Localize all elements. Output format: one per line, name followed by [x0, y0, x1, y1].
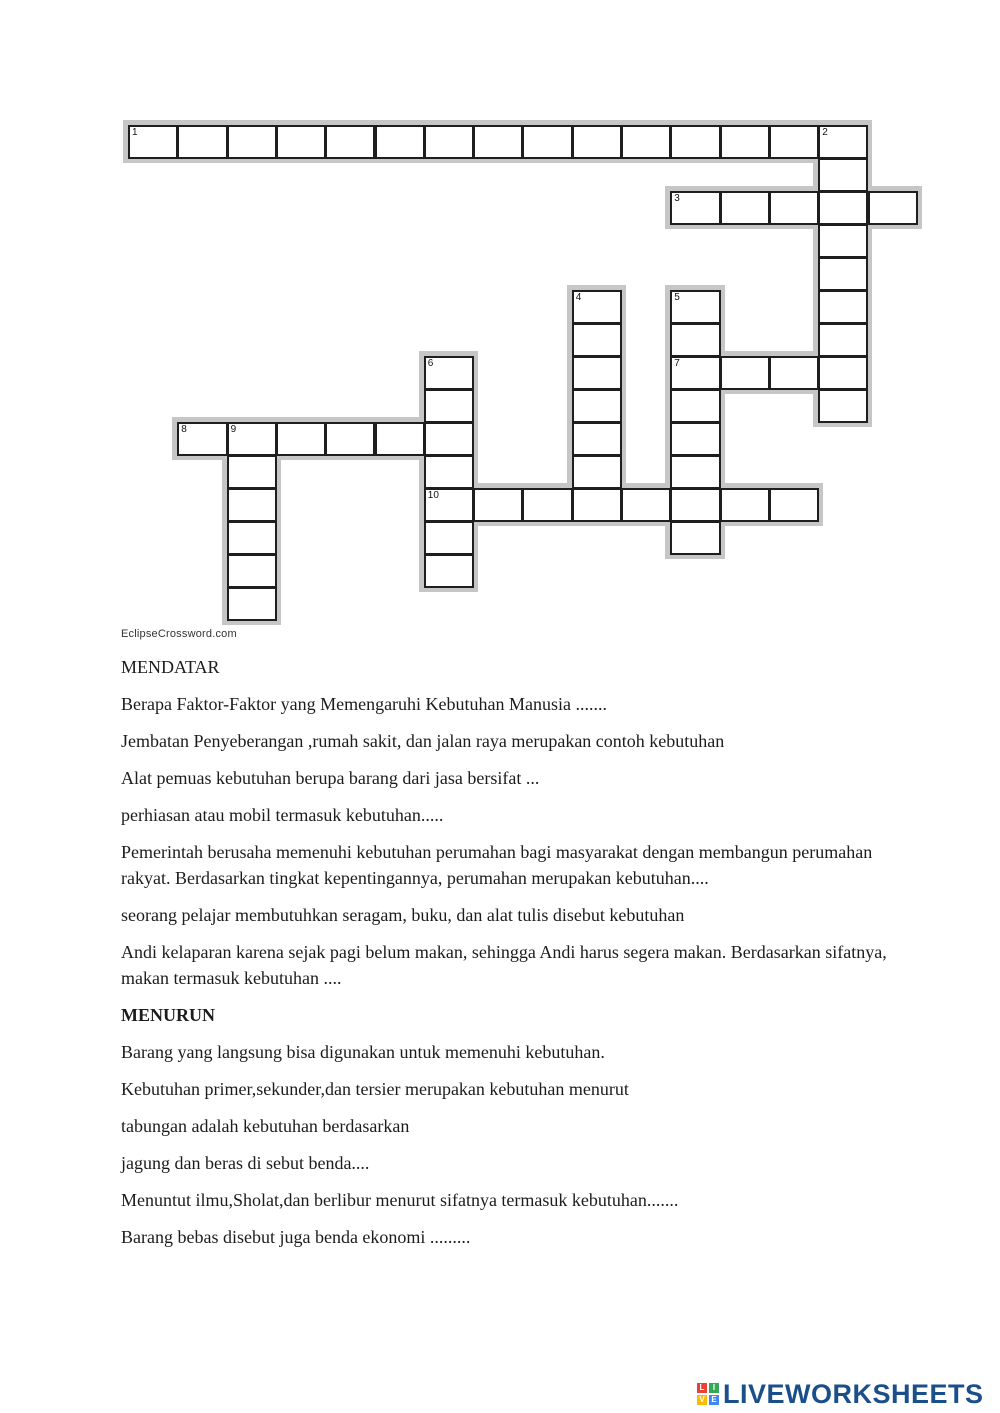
crossword-cell[interactable] — [572, 356, 622, 390]
crossword-cell-input[interactable] — [524, 127, 570, 157]
crossword-cell-input[interactable] — [229, 424, 275, 454]
crossword-cell-input[interactable] — [574, 457, 620, 487]
crossword-cell-input[interactable] — [672, 325, 718, 355]
crossword-cell-input[interactable] — [426, 424, 472, 454]
crossword-cell[interactable] — [621, 488, 671, 522]
crossword-cell-input[interactable] — [820, 127, 866, 157]
crossword-cell[interactable] — [522, 125, 572, 159]
crossword-cell-input[interactable] — [229, 589, 275, 619]
crossword-cell-input[interactable] — [574, 127, 620, 157]
crossword-cell-input[interactable] — [672, 523, 718, 553]
crossword-cell-input[interactable] — [426, 457, 472, 487]
crossword-cell[interactable] — [818, 290, 868, 324]
crossword-cell-input[interactable] — [722, 358, 768, 388]
crossword-cell-input[interactable] — [820, 391, 866, 421]
crossword-cell[interactable] — [670, 290, 720, 324]
down-clue-2: Kebutuhan primer,sekunder,dan tersier merupakan kebutuhan menurut — [121, 1079, 629, 1099]
crossword-cell-input[interactable] — [820, 292, 866, 322]
clue-number: 10 — [427, 490, 439, 501]
crossword-cell[interactable] — [868, 191, 918, 225]
across-clue-6: seorang pelajar membutuhkan seragam, buku, dan alat tulis disebut kebutuhan — [121, 905, 685, 925]
crossword-cell-input[interactable] — [426, 391, 472, 421]
clue-number: 8 — [181, 424, 187, 435]
crossword-cell-input[interactable] — [574, 292, 620, 322]
crossword-cell[interactable] — [621, 125, 671, 159]
crossword-cell-input[interactable] — [820, 358, 866, 388]
crossword-cell[interactable] — [670, 191, 720, 225]
crossword-cell-input[interactable] — [475, 127, 521, 157]
crossword-cell-input[interactable] — [377, 127, 423, 157]
crossword-cell[interactable] — [227, 488, 277, 522]
crossword-cell-input[interactable] — [475, 490, 521, 520]
crossword-cell[interactable] — [670, 323, 720, 357]
across-clue-5: Pemerintah berusaha memenuhi kebutuhan perumahan bagi masyarakat dengan membangun perumahan rakyat. Berdasarkan tingkat kepentingannya, perumahan merupakan kebutuhan.... — [121, 842, 873, 888]
crossword-cell-input[interactable] — [672, 127, 718, 157]
crossword-cell[interactable] — [769, 356, 819, 390]
crossword-cell[interactable] — [227, 587, 277, 621]
crossword-cell-input[interactable] — [672, 490, 718, 520]
crossword-cell[interactable] — [424, 488, 474, 522]
crossword-cell-input[interactable] — [426, 127, 472, 157]
crossword-cell[interactable] — [177, 125, 227, 159]
crossword-cell[interactable] — [572, 422, 622, 456]
crossword-cell[interactable] — [572, 125, 622, 159]
crossword-cell[interactable] — [818, 257, 868, 291]
crossword-cell[interactable] — [424, 389, 474, 423]
crossword-cell-input[interactable] — [771, 127, 817, 157]
crossword-cell[interactable] — [473, 125, 523, 159]
crossword-cell[interactable] — [670, 521, 720, 555]
crossword-cell-input[interactable] — [426, 358, 472, 388]
clue-number: 2 — [822, 127, 828, 138]
crossword-cell-input[interactable] — [130, 127, 176, 157]
crossword-cell-input[interactable] — [574, 358, 620, 388]
crossword-cell-input[interactable] — [574, 490, 620, 520]
crossword-cell-input[interactable] — [820, 259, 866, 289]
clue-number: 5 — [674, 292, 680, 303]
crossword-cell-input[interactable] — [229, 523, 275, 553]
crossword-cell-input[interactable] — [672, 424, 718, 454]
crossword-cell-input[interactable] — [623, 490, 669, 520]
crossword-cell[interactable] — [325, 422, 375, 456]
across-clue-2: Jembatan Penyeberangan ,rumah sakit, dan jalan raya merupakan contoh kebutuhan — [121, 731, 725, 751]
crossword-cell-input[interactable] — [426, 523, 472, 553]
crossword-cell-input[interactable] — [278, 127, 324, 157]
crossword-cell-input[interactable] — [820, 226, 866, 256]
crossword-cell-input[interactable] — [820, 160, 866, 190]
crossword-cell-input[interactable] — [672, 193, 718, 223]
crossword-cell[interactable] — [769, 191, 819, 225]
crossword-cell[interactable] — [227, 521, 277, 555]
crossword-cell[interactable] — [375, 422, 425, 456]
clue-number: 1 — [132, 127, 138, 138]
crossword-cell[interactable] — [325, 125, 375, 159]
across-clue-3: Alat pemuas kebutuhan berupa barang dari jasa bersifat ... — [121, 768, 540, 788]
crossword-cell-input[interactable] — [870, 193, 916, 223]
crossword-cell[interactable] — [818, 389, 868, 423]
crossword-cell[interactable] — [227, 422, 277, 456]
crossword-cell-input[interactable] — [179, 127, 225, 157]
crossword-cell[interactable] — [424, 521, 474, 555]
crossword-cell[interactable] — [769, 488, 819, 522]
down-clue-1: Barang yang langsung bisa digunakan untuk memenuhi kebutuhan. — [121, 1042, 605, 1062]
crossword-cell-input[interactable] — [722, 127, 768, 157]
crossword-cell[interactable] — [818, 224, 868, 258]
clue-number: 6 — [427, 358, 434, 369]
crossword-cell[interactable] — [227, 125, 277, 159]
crossword-cell-input[interactable] — [672, 292, 718, 322]
crossword-cell[interactable] — [818, 323, 868, 357]
crossword-cell[interactable] — [818, 191, 868, 225]
crossword-cell[interactable] — [572, 455, 622, 489]
crossword-cell[interactable] — [572, 323, 622, 357]
crossword-cell[interactable] — [177, 422, 227, 456]
crossword-cell[interactable] — [720, 191, 770, 225]
crossword-cell-input[interactable] — [377, 424, 423, 454]
crossword-cell-input[interactable] — [426, 490, 472, 520]
clue-number: 9 — [230, 424, 237, 435]
crossword-cell-input[interactable] — [623, 127, 669, 157]
crossword-cell-input[interactable] — [574, 391, 620, 421]
liveworksheets-logo — [697, 1377, 984, 1411]
crossword-cell-input[interactable] — [672, 457, 718, 487]
crossword-cell[interactable] — [473, 488, 523, 522]
crossword-cell[interactable] — [227, 455, 277, 489]
crossword-cell-input[interactable] — [672, 391, 718, 421]
crossword-cell[interactable] — [572, 389, 622, 423]
crossword-cell-input[interactable] — [426, 556, 472, 586]
crossword-cell[interactable] — [424, 356, 474, 390]
down-clue-6: Barang bebas disebut juga benda ekonomi ......... — [121, 1227, 471, 1247]
crossword-cell[interactable] — [227, 554, 277, 588]
crossword-cell[interactable] — [720, 356, 770, 390]
down-clue-3: tabungan adalah kebutuhan berdasarkan — [121, 1116, 410, 1136]
crossword-cell[interactable] — [572, 290, 622, 324]
clue-number: 4 — [575, 292, 582, 303]
across-clue-4: perhiasan atau mobil termasuk kebutuhan..... — [121, 805, 444, 825]
crossword-cell-input[interactable] — [771, 490, 817, 520]
crossword-cell[interactable] — [670, 488, 720, 522]
crossword-cell[interactable] — [720, 488, 770, 522]
crossword-cell[interactable] — [818, 125, 868, 159]
logo-mark-icon: L I V E — [697, 1383, 719, 1405]
across-clue-1: Berapa Faktor-Faktor yang Memengaruhi Kebutuhan Manusia ....... — [121, 694, 608, 714]
crossword-cell[interactable] — [769, 125, 819, 159]
crossword-cell[interactable] — [424, 422, 474, 456]
crossword-cell[interactable] — [670, 389, 720, 423]
down-clue-4: jagung dan beras di sebut benda.... — [121, 1153, 370, 1173]
crossword-cell[interactable] — [670, 455, 720, 489]
crossword-cell-input[interactable] — [229, 556, 275, 586]
crossword-cell-input[interactable] — [771, 358, 817, 388]
crossword-cell-input[interactable] — [574, 325, 620, 355]
crossword-grid — [0, 0, 1000, 640]
crossword-cell[interactable] — [818, 158, 868, 192]
crossword-cell-input[interactable] — [820, 193, 866, 223]
logo-text: LIVEWORKSHEETS — [723, 1378, 984, 1409]
crossword-cell-input[interactable] — [278, 424, 324, 454]
down-heading: MENURUN — [121, 1005, 215, 1025]
crossword-cell-input[interactable] — [771, 193, 817, 223]
across-heading: MENDATAR — [121, 657, 220, 677]
crossword-cell[interactable] — [818, 356, 868, 390]
crossword-cell[interactable] — [424, 125, 474, 159]
crossword-cell[interactable] — [670, 422, 720, 456]
crossword-cell-input[interactable] — [672, 358, 718, 388]
crossword-cell-input[interactable] — [229, 457, 275, 487]
clue-number: 3 — [674, 193, 680, 204]
crossword-cell[interactable] — [720, 125, 770, 159]
clue-number: 7 — [674, 358, 680, 369]
crossword-cell-input[interactable] — [229, 490, 275, 520]
crossword-cell-input[interactable] — [327, 127, 373, 157]
crossword-cell[interactable] — [375, 125, 425, 159]
crossword-cell-input[interactable] — [327, 424, 373, 454]
crossword-cell[interactable] — [424, 554, 474, 588]
crossword-cell[interactable] — [572, 488, 622, 522]
across-clue-7: Andi kelaparan karena sejak pagi belum makan, sehingga Andi harus segera makan. Berdasarkan sifatnya, makan termasuk kebutuhan .... — [121, 942, 887, 988]
crossword-cell-input[interactable] — [524, 490, 570, 520]
crossword-cell[interactable] — [670, 125, 720, 159]
crossword-cell[interactable] — [522, 488, 572, 522]
crossword-cell[interactable] — [276, 125, 326, 159]
crossword-cell[interactable] — [276, 422, 326, 456]
crossword-cell-input[interactable] — [229, 127, 275, 157]
crossword-cell-input[interactable] — [722, 193, 768, 223]
down-clue-5: Menuntut ilmu,Sholat,dan berlibur menurut sifatnya termasuk kebutuhan....... — [121, 1190, 679, 1210]
crossword-cell[interactable] — [424, 455, 474, 489]
crossword-cell-input[interactable] — [722, 490, 768, 520]
crossword-cell[interactable] — [670, 356, 720, 390]
crossword-cell[interactable] — [128, 125, 178, 159]
crossword-cell-input[interactable] — [574, 424, 620, 454]
clues-section — [121, 654, 901, 1261]
crossword-credit: EclipseCrossword.com — [121, 628, 237, 640]
crossword-cell-input[interactable] — [179, 424, 225, 454]
crossword-cell-input[interactable] — [820, 325, 866, 355]
